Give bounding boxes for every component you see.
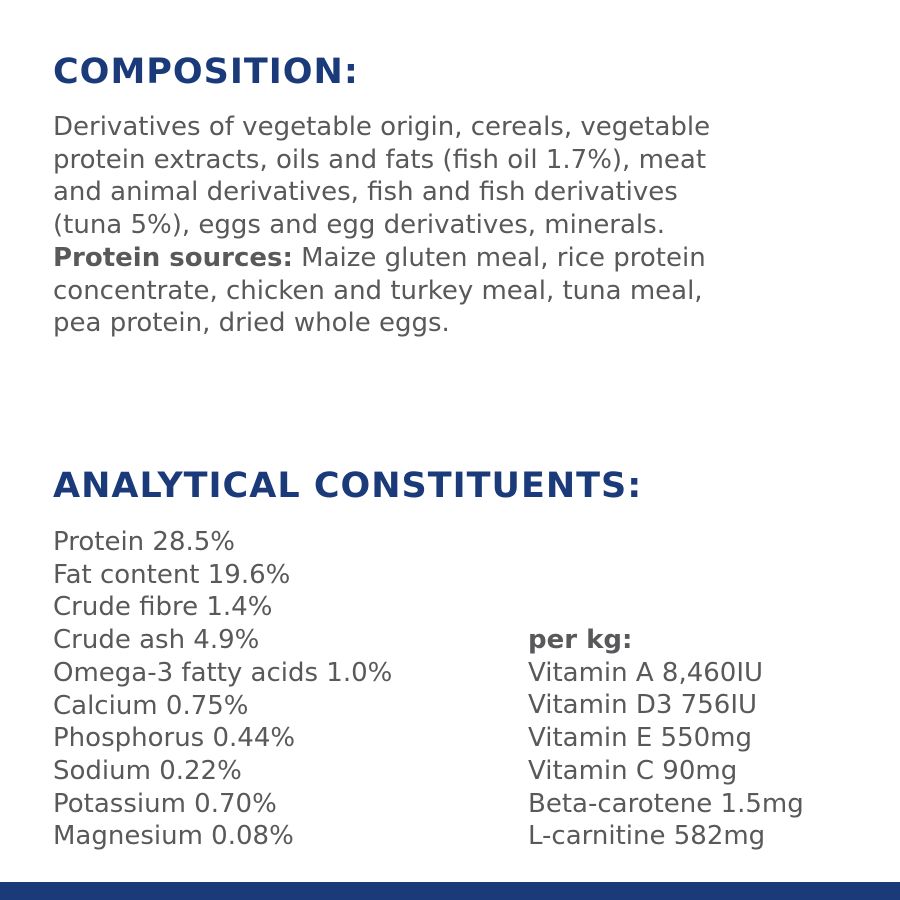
constituent-item: Crude fibre 1.4% [53,592,273,623]
protein-sources-line [53,242,853,275]
per-kg-title: per kg: [528,625,633,655]
vitamin-item: L-carnitine 582mg [528,821,766,852]
constituent-item: Protein 28.5% [53,527,235,557]
composition-heading: COMPOSITION: [53,52,359,92]
vitamin-item: Vitamin C 90mg [528,755,738,786]
vitamin-item: Vitamin E 550mg [528,723,753,754]
footer-bar [0,882,900,900]
constituent-item: Fat content 19.6% [53,559,291,590]
vitamin-item: Vitamin A 8,460IU [528,657,764,688]
constituent-item: Crude ash 4.9% [53,625,260,656]
constituent-item: Phosphorus 0.44% [53,723,296,754]
vitamins-list [528,657,804,853]
constituent-item: Omega-3 fatty acids 1.0% [53,657,393,688]
constituents-list [53,526,392,853]
constituent-item: Potassium 0.70% [53,788,277,819]
composition-line: Derivatives of vegetable origin, cereals, vegetable [53,112,711,142]
vitamin-item: Beta-carotene 1.5mg [528,788,804,819]
composition-line: concentrate, chicken and turkey meal, tuna meal, [53,275,703,306]
composition-line: protein extracts, oils and fats (fish oil 1.7%), meat [53,144,707,175]
composition-line: (tuna 5%), eggs and egg derivatives, minerals. [53,210,665,241]
composition-text [53,111,853,340]
composition-line: and animal derivatives, fish and fish derivatives [53,177,678,208]
vitamin-item: Vitamin D3 756IU [528,690,758,721]
constituent-item: Sodium 0.22% [53,755,242,786]
analytical-constituents-heading: ANALYTICAL CONSTITUENTS: [53,466,643,506]
protein-sources-label: Protein sources: [53,242,293,273]
composition-line: pea protein, dried whole eggs. [53,308,450,339]
constituent-item: Magnesium 0.08% [53,821,294,852]
per-kg-block [528,624,804,853]
constituent-item: Calcium 0.75% [53,690,249,721]
protein-sources-text: Maize gluten meal, rice protein [292,242,706,273]
